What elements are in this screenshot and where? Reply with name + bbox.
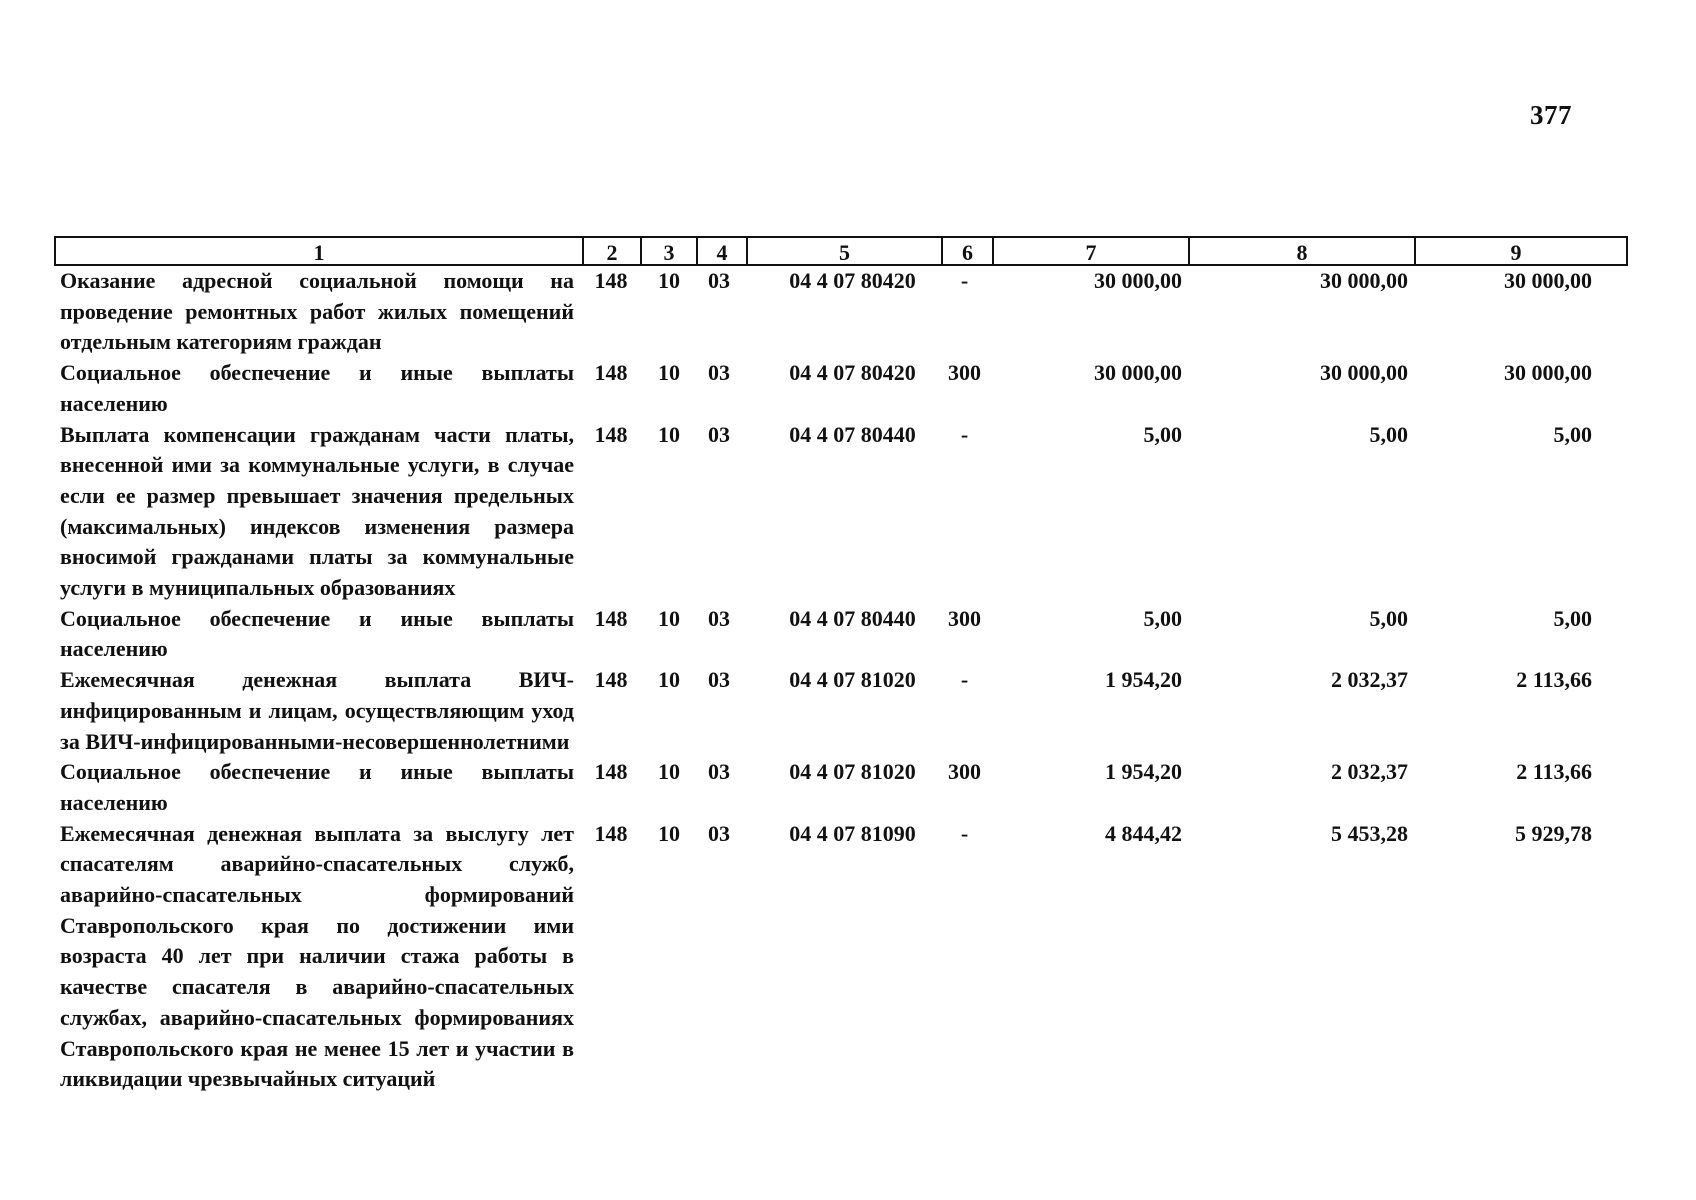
- row-subsection-code: 03: [708, 759, 730, 785]
- row-amount-col7: 1 954,20: [1105, 759, 1182, 785]
- row-target-article: 04 4 07 80420: [789, 268, 916, 293]
- row-amount-col9: 30 000,00: [1504, 360, 1592, 386]
- table-row: [54, 819, 1628, 1095]
- row-target-article: 04 4 07 80440: [789, 421, 916, 447]
- row-amount-col7: 5,00: [1143, 421, 1182, 447]
- row-section-code: 10: [658, 759, 680, 785]
- row-amount-col8: 5 453,28: [1331, 820, 1408, 846]
- row-ministry-code: 148: [594, 667, 628, 693]
- header-col-6: 6: [941, 238, 992, 266]
- row-name: Выплата компенсации гражданам части платы, внесенной ими за коммунальные услуги, в случае если ее размер превышает значения предельных (максимальных) индексов изменения размера вносимой гражданами платы за коммунальные услуги в муниципальных образованиях: [60, 421, 574, 601]
- row-amount-col9: 5,00: [1553, 421, 1592, 447]
- row-target-article: 04 4 07 80440: [789, 605, 916, 631]
- row-target-article: 04 4 07 81020: [789, 759, 916, 785]
- table-row: [54, 604, 1628, 665]
- table-row: [54, 358, 1628, 419]
- row-expense-type: -: [960, 820, 969, 846]
- header-col-7: 7: [992, 238, 1188, 266]
- row-section-code: 10: [658, 605, 680, 631]
- row-subsection-code: 03: [708, 268, 730, 293]
- row-name: Социальное обеспечение и иные выплаты населению: [60, 605, 574, 662]
- row-ministry-code: 148: [594, 759, 628, 785]
- row-amount-col7: 30 000,00: [1094, 360, 1182, 386]
- page-number: 377: [1530, 100, 1572, 130]
- header-col-3: 3: [640, 238, 696, 266]
- row-expense-type: 300: [948, 759, 981, 785]
- row-ministry-code: 148: [594, 360, 628, 386]
- table-row: [54, 266, 1628, 358]
- budget-table: [54, 236, 1628, 1095]
- row-name: Социальное обеспечение и иные выплаты населению: [60, 759, 574, 815]
- row-section-code: 10: [658, 667, 680, 693]
- row-subsection-code: 03: [708, 605, 730, 631]
- header-col-8: 8: [1188, 238, 1414, 266]
- row-target-article: 04 4 07 81090: [789, 820, 916, 846]
- row-subsection-code: 03: [708, 421, 730, 447]
- table-row: [54, 420, 1628, 604]
- row-amount-col8: 30 000,00: [1320, 268, 1408, 293]
- row-target-article: 04 4 07 81020: [789, 667, 916, 693]
- row-ministry-code: 148: [594, 268, 628, 293]
- row-expense-type: 300: [948, 360, 981, 386]
- header-col-9: 9: [1414, 238, 1616, 266]
- row-section-code: 10: [658, 820, 680, 846]
- row-amount-col9: 5,00: [1553, 605, 1592, 631]
- row-expense-type: -: [960, 421, 969, 447]
- row-amount-col7: 4 844,42: [1105, 820, 1182, 846]
- row-subsection-code: 03: [708, 820, 730, 846]
- table-row: [54, 757, 1628, 818]
- row-name: Ежемесячная денежная выплата ВИЧ-инфицированным и лицам, осуществляющим уход за ВИЧ-инфицированными-несовершеннолетними: [60, 667, 574, 754]
- row-section-code: 10: [658, 268, 680, 293]
- row-amount-col9: 2 113,66: [1516, 667, 1592, 693]
- row-section-code: 10: [658, 360, 680, 386]
- header-col-5: 5: [746, 238, 941, 266]
- row-section-code: 10: [658, 421, 680, 447]
- row-amount-col8: 30 000,00: [1320, 360, 1408, 386]
- row-subsection-code: 03: [708, 360, 730, 386]
- row-subsection-code: 03: [708, 667, 730, 693]
- row-amount-col7: 5,00: [1143, 605, 1182, 631]
- row-name: Оказание адресной социальной помощи на проведение ремонтных работ жилых помещений отдельным категориям граждан: [60, 268, 574, 355]
- row-amount-col9: 30 000,00: [1504, 268, 1592, 293]
- header-col-2: 2: [582, 238, 640, 266]
- row-ministry-code: 148: [594, 421, 628, 447]
- row-ministry-code: 148: [594, 820, 628, 846]
- row-amount-col8: 2 032,37: [1331, 759, 1408, 785]
- row-amount-col9: 2 113,66: [1516, 759, 1592, 785]
- row-expense-type: -: [960, 268, 969, 293]
- header-col-4: 4: [696, 238, 746, 266]
- row-amount-col7: 1 954,20: [1105, 667, 1182, 693]
- row-amount-col8: 2 032,37: [1331, 667, 1408, 693]
- row-amount-col9: 5 929,78: [1515, 820, 1592, 846]
- row-ministry-code: 148: [594, 605, 628, 631]
- row-expense-type: 300: [948, 605, 981, 631]
- row-name: Социальное обеспечение и иные выплаты населению: [60, 360, 574, 416]
- row-amount-col8: 5,00: [1369, 421, 1408, 447]
- table-row: [54, 665, 1628, 757]
- table-header-row: [54, 236, 1628, 266]
- row-name: Ежемесячная денежная выплата за выслугу лет спасателям аварийно-спасательных служб, аварийно-спасательных формирований Ставропольского края по достижении ими возраста 40 лет при наличии стажа работы в качестве спасателя в аварийно-спасательных службах, аварийно-спасательных формированиях Ставропольского края не менее 15 лет и участии в ликвидации чрезвычайных ситуаций: [60, 820, 574, 1092]
- row-expense-type: -: [960, 667, 969, 693]
- row-target-article: 04 4 07 80420: [789, 360, 916, 386]
- row-amount-col8: 5,00: [1369, 605, 1408, 631]
- header-col-1: 1: [313, 240, 325, 265]
- row-amount-col7: 30 000,00: [1094, 268, 1182, 293]
